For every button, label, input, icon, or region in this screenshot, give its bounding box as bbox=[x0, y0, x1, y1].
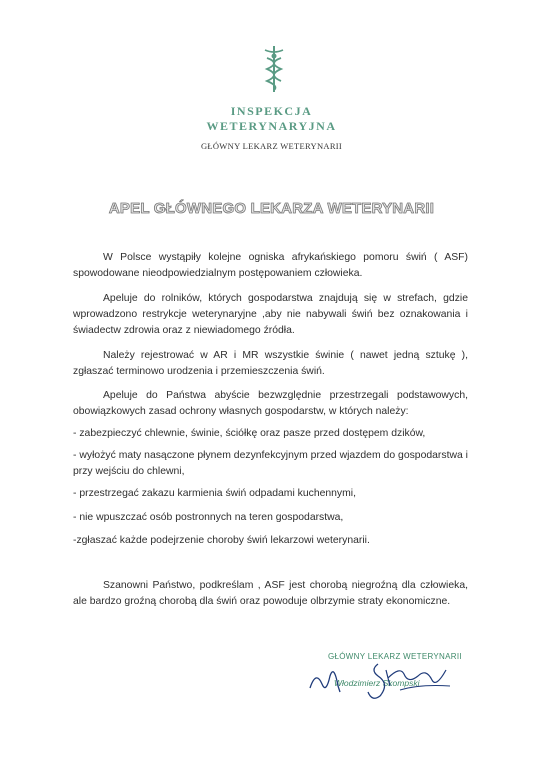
list-item: - przestrzegać zakazu karmienia świń odpadami kuchennymi, bbox=[73, 488, 356, 499]
stamp-title: GŁÓWNY LEKARZ WETERYNARII bbox=[328, 652, 462, 661]
caduceus-icon bbox=[262, 44, 286, 94]
org-name-line1: INSPEKCJA bbox=[230, 104, 313, 118]
list-item: -zgłaszać każde podejrzenie choroby świń lekarzowi weterynarii. bbox=[73, 535, 370, 546]
document-title: APEL GŁÓWNEGO LEKARZA WETERYNARII bbox=[108, 200, 435, 217]
list-item: - nie wpuszczać osób postronnych na teren gospodarstwa, bbox=[73, 512, 344, 523]
list-item: - wyłożyć maty nasączone płynem dezynfekcyjnym przed wjazdem do gospodarstwa i przy wejściu do chlewni, bbox=[73, 450, 468, 477]
paragraph-closing: Szanowni Państwo, podkreślam , ASF jest chorobą niegroźną dla człowieka, ale bardzo groźną chorobą dla świń oraz powoduje olbrzymie straty ekonomiczne. bbox=[73, 580, 468, 607]
org-name-line2: WETERYNARYJNA bbox=[206, 119, 337, 133]
org-subtitle: GŁÓWNY LEKARZ WETERYNARII bbox=[200, 141, 343, 151]
list-item: - zabezpieczyć chlewnie, świnie, ściółkę oraz pasze przed dostępem dzików, bbox=[73, 428, 426, 439]
paragraph-registration: Należy rejestrować w AR i MR wszystkie świnie ( nawet jedną sztukę ), zgłaszać terminowo urodzenia i przemieszczenia świń. bbox=[73, 350, 468, 377]
handwritten-signature bbox=[300, 640, 460, 710]
signature-stamp bbox=[300, 640, 460, 710]
paragraph-appeal: Apeluje do Państwa abyście bezwzględnie przestrzegali podstawowych, obowiązkowych zasad ochrony własnych gospodarstw, w których należy: bbox=[73, 390, 468, 417]
paragraph-asf-outbreak: W Polsce wystąpiły kolejne ogniska afrykańskiego pomoru świń ( ASF) spowodowane nieodpowiedzialnym postępowaniem człowieka. bbox=[73, 252, 468, 279]
paragraph-restrictions: Apeluje do rolników, których gospodarstwa znajdują się w strefach, gdzie wprowadzono restrykcje weterynaryjne ,aby nie nabywali świń bez oznakowania i świadectw zdrowia oraz z niewiadomego źródła. bbox=[73, 293, 468, 336]
stamp-name: Włodzimierz Skompski bbox=[334, 678, 420, 688]
